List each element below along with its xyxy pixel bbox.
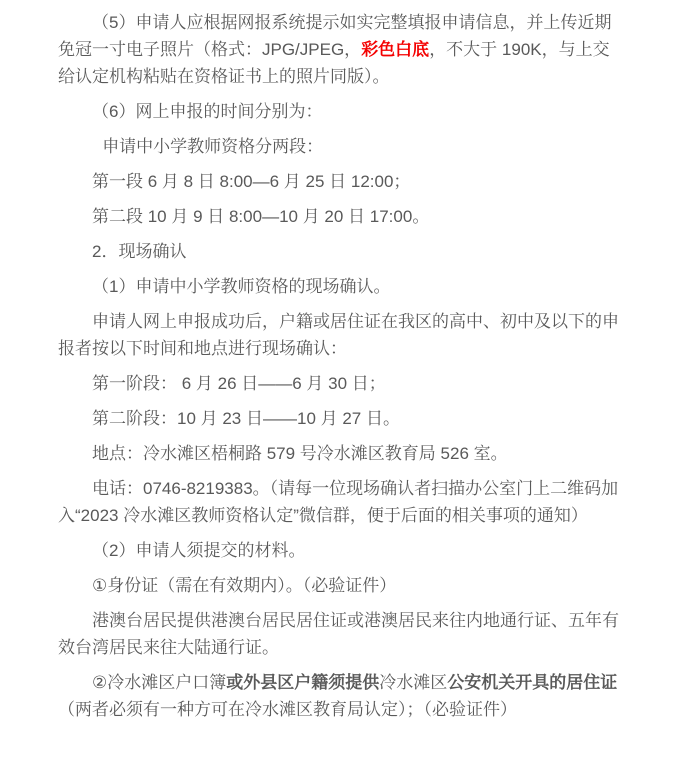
paragraph: [58, 98, 622, 125]
paragraph: [58, 238, 622, 265]
text-run: ，不大于 190K，与上交给认定机构粘贴在资格证书上的照片同版）。: [58, 40, 610, 86]
bold-text: 或外县区户籍须提供: [226, 673, 380, 692]
text-run: 地点：冷水滩区梧桐路 579 号冷水滩区教育局 526 室。: [92, 444, 508, 463]
paragraph: [58, 405, 622, 432]
bold-text: 公安机关开具的居住证: [447, 673, 618, 692]
paragraph: [58, 308, 622, 362]
text-run: 第二阶段：10 月 23 日——10 月 27 日。: [92, 409, 400, 428]
text-run: 第一阶段： 6 月 26 日——6 月 30 日；: [92, 374, 386, 393]
text-run: 申请人网上申报成功后，户籍或居住证在我区的高中、初中及以下的申报者按以下时间和地点进行现场确认：: [58, 312, 619, 358]
text-run: 第二段 10 月 9 日 8:00—10 月 20 日 17:00。: [92, 207, 430, 226]
text-run: （5）申请人应根据网报系统提示如实完整填报申请信息，并上传近期免冠一寸电子照片（格式：JPG/JPEG，: [58, 13, 612, 59]
paragraph: [58, 273, 622, 300]
text-run: （2）申请人须提交的材料。: [92, 541, 306, 560]
paragraph: [58, 9, 622, 90]
paragraph: [58, 203, 622, 230]
text-run: （6）网上申报的时间分别为：: [92, 102, 323, 121]
text-run: 第一段 6 月 8 日 8:00—6 月 25 日 12:00；: [92, 172, 411, 191]
text-run: ②冷水滩区户口簿: [92, 673, 227, 692]
text-run: 港澳台居民提供港澳台居民居住证或港澳居民来往内地通行证、五年有效台湾居民来往大陆通行证。: [58, 611, 619, 657]
paragraph: [58, 475, 622, 529]
paragraph: [58, 440, 622, 467]
paragraph: [58, 168, 622, 195]
text-run: 电话：0746-8219383。（请每一位现场确认者扫描办公室门上二维码加入“2023 冷水滩区教师资格认定”微信群，便于后面的相关事项的通知）: [58, 479, 619, 525]
document-body: [58, 0, 622, 723]
paragraph: [58, 133, 622, 160]
text-run: （1）申请中小学教师资格的现场确认。: [92, 277, 391, 296]
paragraph: [58, 572, 622, 599]
paragraph: [58, 370, 622, 397]
paragraph: [58, 537, 622, 564]
paragraph: [58, 669, 622, 723]
text-run: 冷水滩区: [379, 673, 448, 692]
text-run: （两者必须有一种方可在冷水滩区教育局认定）；（必验证件）: [58, 700, 517, 719]
paragraph: [58, 607, 622, 661]
highlighted-red-text: 彩色白底: [361, 40, 430, 59]
text-run: ①身份证（需在有效期内）。（必验证件）: [92, 576, 397, 595]
text-run: 2．现场确认: [92, 242, 187, 261]
text-run: 申请中小学教师资格分两段：: [102, 137, 324, 156]
